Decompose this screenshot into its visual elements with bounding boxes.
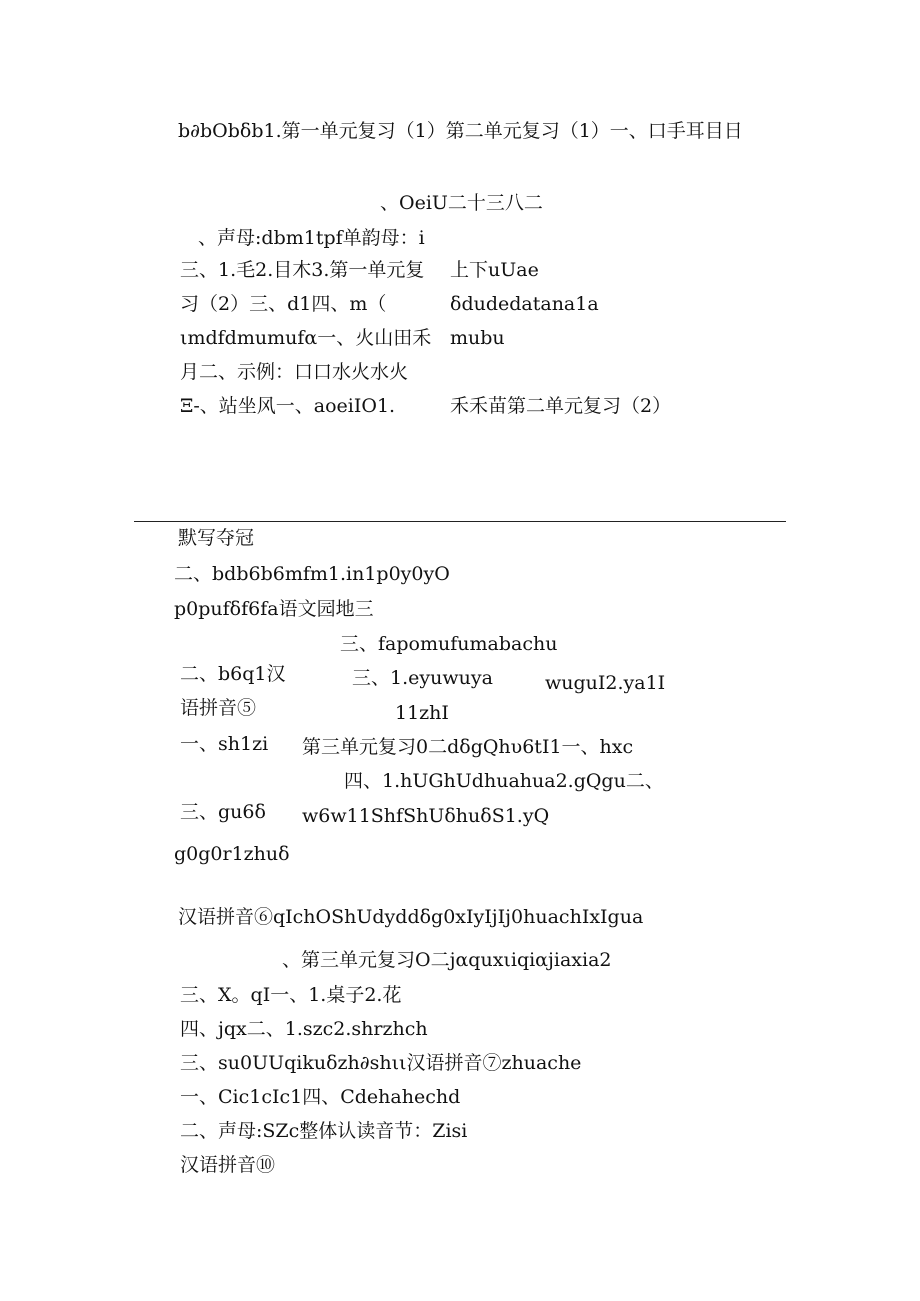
- bottom-line-13: 三、gu6δ: [180, 801, 266, 823]
- bottom-line-1: 默写夺冠: [178, 527, 255, 549]
- bottom-line-17: 、第三单元复习O二jαquxιiqiαjiaxia2: [282, 949, 612, 971]
- bottom-line-8: 语拼音⑤: [180, 697, 257, 719]
- section-divider: [134, 521, 786, 522]
- bottom-line-5: 二、b6q1汉: [180, 663, 286, 685]
- top-line-5: 习（2）三、d1四、m（: [180, 293, 387, 315]
- bottom-line-12: 四、1.hUGhUdhuahua2.gQgu二、: [344, 770, 664, 792]
- bottom-line-18: 三、X。qI一、1.桌子2.花: [180, 984, 402, 1006]
- bottom-line-4: 三、fapomufumabachu: [340, 633, 558, 655]
- top-right-line-2: δdudedatana1a: [450, 293, 599, 315]
- bottom-line-23: 汉语拼音⑩: [180, 1154, 276, 1176]
- bottom-line-20: 三、su0UUqikuδzh∂shιι汉语拼音⑦zhuache: [180, 1052, 582, 1074]
- top-line-8: Ξ-、站坐风一、aoeiIO1.: [180, 395, 396, 417]
- bottom-line-2: 二、bdb6b6mfm1.in1p0y0yO: [174, 563, 450, 585]
- bottom-line-10: 一、sh1zi: [180, 733, 269, 755]
- top-right-line-4: 禾禾苗第二单元复习（2）: [450, 395, 672, 417]
- bottom-line-6: 三、1.eyuwuya: [352, 667, 493, 689]
- bottom-line-19: 四、jqx二、1.szc2.shrzhch: [180, 1018, 428, 1040]
- top-line-7: 月二、示例：口口水火水火: [180, 361, 409, 383]
- bottom-line-11: 第三单元复习0二dδgQhυ6tI1一、hxc: [302, 736, 634, 758]
- top-right-line-1: 上下uUae: [450, 259, 539, 281]
- bottom-line-16: 汉语拼音⑥qIchOShUdyddδg0xIyIjIj0huachIxIgua: [178, 906, 644, 928]
- bottom-line-9: 11zhI: [395, 702, 449, 724]
- bottom-line-3: p0pufδf6fa语文园地三: [174, 598, 374, 620]
- top-right-line-3: mubu: [450, 327, 505, 349]
- top-line-3: 、声母:dbm1tpf单韵母：i: [198, 227, 425, 249]
- bottom-line-15: g0g0r1zhuδ: [174, 843, 290, 865]
- bottom-line-14: w6w11ShfShUδhuδS1.yQ: [302, 805, 550, 827]
- bottom-line-22: 二、声母:SZc整体认读音节：Zisi: [180, 1120, 468, 1142]
- top-line-4: 三、1.毛2.目木3.第一单元复: [180, 259, 425, 281]
- bottom-line-7: wuguI2.ya1I: [545, 672, 666, 694]
- bottom-line-21: 一、Cic1cIc1四、Cdehahechd: [180, 1086, 461, 1108]
- top-line-1: b∂bObδb1.第一单元复习（1）第二单元复习（1）一、口手耳目日: [178, 120, 743, 142]
- top-line-6: ιmdfdmumufα一、火山田禾: [180, 327, 432, 349]
- top-line-2: 、OeiU二十三八二: [380, 192, 543, 214]
